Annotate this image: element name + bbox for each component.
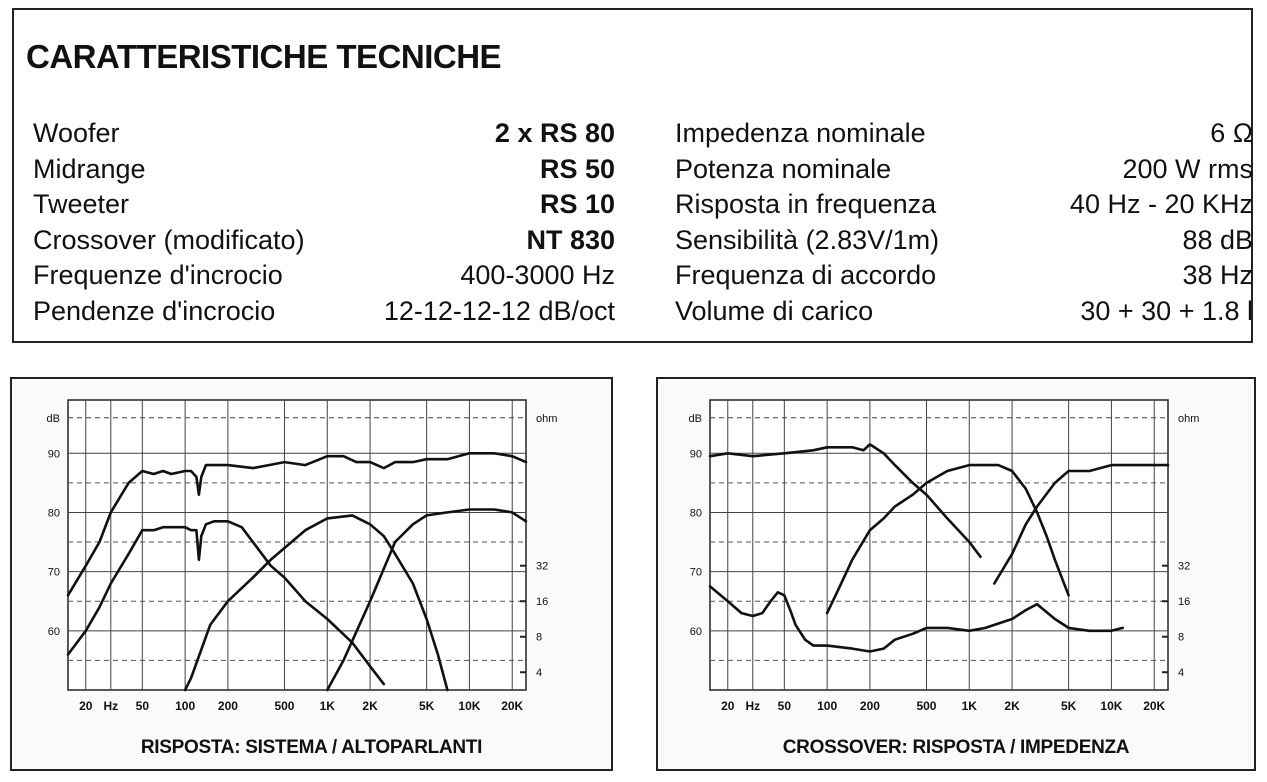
crossover-chart-caption: CROSSOVER: RISPOSTA / IMPEDENZA <box>782 737 1130 758</box>
y-tick-label: 70 <box>689 566 702 579</box>
spec-value: RS 50 <box>539 153 615 184</box>
x-tick-label: 1K <box>319 699 335 713</box>
spec-row <box>33 116 615 152</box>
specs-right-column <box>675 116 1253 329</box>
x-tick-label: Hz <box>745 699 761 713</box>
plot-frame <box>68 400 526 690</box>
spec-row <box>675 152 1253 188</box>
y2-tick-label: 4 <box>1178 667 1185 680</box>
response-chart <box>12 379 612 729</box>
spec-value: 38 Hz <box>1182 260 1253 290</box>
spec-row <box>33 258 615 294</box>
spec-row <box>675 294 1253 330</box>
y2-tick-label: 8 <box>1178 631 1185 644</box>
y-tick-label: 90 <box>689 448 702 461</box>
crossover-chart <box>658 379 1255 729</box>
y-tick-label: 70 <box>47 566 60 579</box>
y2-tick-label: 16 <box>536 596 549 609</box>
spec-value: 400-3000 Hz <box>460 260 615 290</box>
x-tick-label: 200 <box>859 699 880 713</box>
spec-label: Frequenze d'incrocio <box>33 260 283 290</box>
spec-value: NT 830 <box>526 224 615 255</box>
spec-label: Midrange <box>33 153 146 184</box>
x-tick-label: 500 <box>916 699 937 713</box>
spec-row <box>33 187 615 223</box>
spec-value: 6 Ω <box>1210 118 1253 148</box>
spec-row <box>33 294 615 330</box>
y-tick-label: 90 <box>47 448 60 461</box>
y2-tick-label: ohm <box>1178 412 1200 425</box>
spec-value: RS 10 <box>539 189 615 219</box>
spec-label: Potenza nominale <box>675 153 892 184</box>
x-tick-label: 2K <box>362 699 378 713</box>
y2-tick-label: 16 <box>1178 596 1191 609</box>
x-tick-label: 2K <box>1004 699 1020 713</box>
y2-tick-label: 32 <box>1178 560 1191 573</box>
y-tick-label: dB <box>688 412 702 425</box>
x-tick-label: 200 <box>217 699 238 713</box>
x-tick-label: 20 <box>721 699 735 713</box>
x-tick-label: Hz <box>103 699 119 713</box>
spec-label: Woofer <box>33 118 120 148</box>
spec-label: Crossover (modificato) <box>33 224 305 255</box>
x-tick-label: 5K <box>418 699 435 713</box>
spec-row <box>675 223 1253 259</box>
x-tick-label: 1K <box>961 699 977 713</box>
x-tick-label: 50 <box>135 699 150 713</box>
specs-title: CARATTERISTICHE TECNICHE <box>26 38 502 75</box>
spec-label: Impedenza nominale <box>675 118 926 148</box>
spec-row <box>675 187 1253 223</box>
spec-label: Frequenza di accordo <box>675 260 937 290</box>
specs-left-column <box>33 116 615 329</box>
specs-panel <box>12 8 1253 343</box>
y2-tick-label: 4 <box>536 667 543 680</box>
spec-value: 88 dB <box>1182 224 1253 255</box>
y-tick-label: dB <box>46 412 60 425</box>
plot-frame <box>710 400 1168 690</box>
x-tick-label: 10K <box>458 699 481 713</box>
spec-row <box>33 223 615 259</box>
spec-label: Volume di carico <box>675 295 874 326</box>
response-chart-caption: RISPOSTA: SISTEMA / ALTOPARLANTI <box>140 737 483 758</box>
spec-value: 30 + 30 + 1.8 l <box>1080 295 1253 326</box>
x-tick-label: 10K <box>1100 699 1123 713</box>
x-tick-label: 100 <box>175 699 196 713</box>
y-tick-label: 60 <box>47 625 60 638</box>
y-tick-label: 80 <box>47 507 60 520</box>
x-tick-label: 20K <box>1143 699 1166 713</box>
spec-row <box>33 152 615 188</box>
spec-value: 200 W rms <box>1122 153 1253 184</box>
x-tick-label: 100 <box>817 699 838 713</box>
response-chart-panel <box>10 377 613 771</box>
spec-label: Tweeter <box>33 189 130 219</box>
spec-value: 12-12-12-12 dB/oct <box>383 295 615 326</box>
y2-tick-label: ohm <box>536 412 558 425</box>
x-tick-label: 50 <box>777 699 792 713</box>
spec-value: 2 x RS 80 <box>494 118 615 148</box>
x-tick-label: 20 <box>79 699 93 713</box>
x-tick-label: 20K <box>501 699 524 713</box>
y2-tick-label: 8 <box>536 631 543 644</box>
spec-label: Risposta in frequenza <box>675 189 937 219</box>
x-tick-label: 500 <box>274 699 295 713</box>
spec-label: Pendenze d'incrocio <box>33 295 276 326</box>
y-tick-label: 80 <box>689 507 702 520</box>
spec-row <box>675 116 1253 152</box>
spec-value: 40 Hz - 20 KHz <box>1069 189 1253 219</box>
y-tick-label: 60 <box>689 625 702 638</box>
spec-row <box>675 258 1253 294</box>
crossover-chart-panel <box>656 377 1256 771</box>
spec-label: Sensibilità (2.83V/1m) <box>675 224 940 255</box>
x-tick-label: 5K <box>1060 699 1077 713</box>
y2-tick-label: 32 <box>536 560 549 573</box>
